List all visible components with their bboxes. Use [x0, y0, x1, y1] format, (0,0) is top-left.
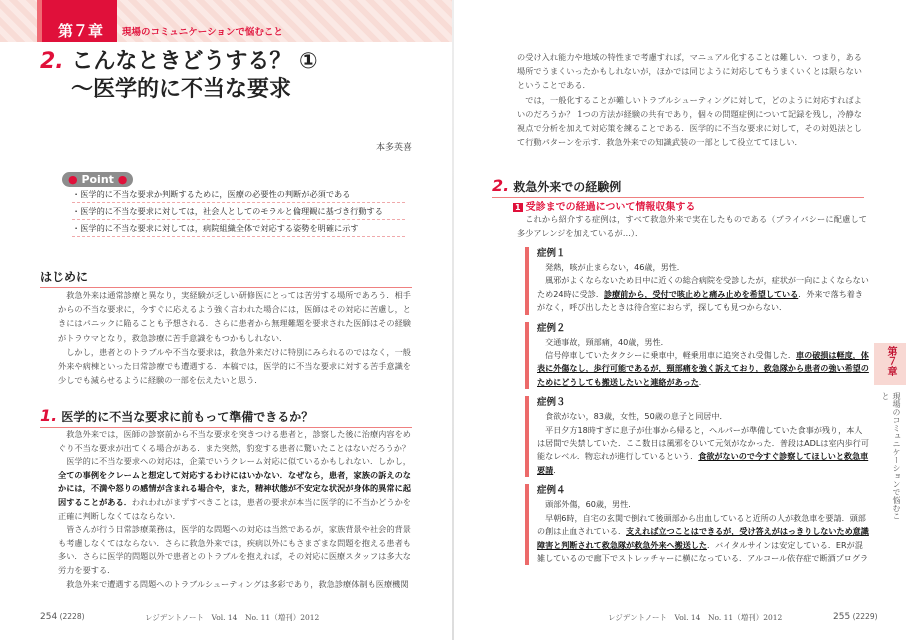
case-2 — [525, 322, 870, 390]
journal-footer-right: レジデントノート Vol. 14 No. 11（増刊）2012 — [608, 613, 783, 622]
case-list — [525, 247, 870, 592]
subsection-title: 受診までの経過について情報収集する — [525, 202, 696, 213]
paragraph: の受け入れ能力や地域の特性まで考慮すれば，マニュアル化することは難しい．つまり，ある場所でうまくいったかもしれないが，ほかでは同じように対応してもうまくいくとは限らないということである． — [517, 52, 862, 91]
point-item: ・医学的に不当な要求に対しては，社会人としてのモラルと倫理観に基づき行動する — [72, 203, 405, 220]
section1-heading — [40, 406, 412, 428]
section2-heading — [492, 176, 864, 198]
underlined-text: 診療前から，受付で咳止めと痛み止めを希望している — [603, 288, 799, 299]
right-top-body — [517, 50, 862, 149]
case-text: 風邪がよくならないため日中に近くの総合病院を受診したが，症状が一向によくならないため24時に受診．診療前から，受付で咳止めと痛み止めを希望している．外来で落ち着きがなく，呼び出したときは待合室におらず，探しても見つからない． — [537, 275, 869, 313]
paragraph: では，一般化することが難しいトラブルシューティングに対して，どのように対応すればよいのだろうか？ 1つの方法が経験の共有であり，個々の問題症例について記録を残し，冷静な視点で分析を加えて対応策を練ることである．医学的に不当な要求に対して，その対処法として行動パターンを示す．救急外来での知識武装の一部として役立ててほしい． — [517, 94, 862, 148]
point-badge: ● Point ● — [62, 172, 133, 187]
case-text: 早朝6時，自宅の玄関で倒れて後頭部から出血していると近所の人が救急車を要請．頭部の創は止血されている．支えれば立つことはできるが，受け答えがはっきりしないため意識障害と判断されて救急隊が救急外来へ搬送した．バイタルサインは安定している．ERが混雑しているので廊下でストレッチャーに横になっている．アルコール依存症で断酒プログラ — [537, 512, 869, 563]
intro-body — [58, 288, 411, 387]
text: われわれがまずすべきことは，患者の要求が本当に医学的に不当かどうかを正確に判断しなくてはならない． — [58, 496, 411, 521]
point-label: Point — [81, 173, 114, 186]
paragraph: これから紹介する症例は，すべて救急外来で実在したものである（プライバシーに配慮して多少アレンジを加えているが…）． — [517, 214, 867, 239]
point-item: ・医学的に不当な要求か判断するために，医療の必要性の判断が必須である — [72, 186, 405, 203]
section2-intro — [517, 212, 867, 240]
journal-footer-left: レジデントノート Vol. 14 No. 11（増刊）2012 — [145, 613, 320, 622]
case-summary: 発熱，咳が止まらない，46歳，男性． — [545, 262, 685, 272]
paragraph: 皆さんが行う日常診療業務は，医学的な問題への対応は当然であるが，家族背景や社会的背景も考慮しなくてはならない．さらに救急外来では，疾病以外にもさまざまな問題を抱える患者も多い．さらに医学的問題以外で患者とのトラブルを抱えれば，その対応に医療スタッフは多大な労力を要する． — [58, 524, 411, 575]
subsection-heading — [513, 198, 695, 213]
title-line1: こんなときどうする？ ① — [71, 49, 318, 74]
paragraph: 救急外来で遭遇する問題へのトラブルシューティングは多彩であり，救急診療体制も医療機関 — [66, 578, 409, 589]
case-title: 症例１ — [537, 248, 566, 259]
article-title — [40, 48, 318, 76]
case-title: 症例２ — [537, 322, 566, 334]
section1-body — [58, 428, 411, 591]
section-title: 医学的に不当な要求に前もって準備できるか？ — [61, 410, 314, 424]
section-number: 1. — [40, 406, 58, 425]
paragraph: 救急外来は通常診療と異なり，実経験が乏しい研修医にとっては苦労する場所であろう．相手からの不当な要求に，今すぐに応えるよう強く言われた場合には，医師はその対応に苦慮し，ときにはパニックに陥ることも予想される．さらに患者から無理難題を要求された医師はその経験がトラウマとなり，救急診療に苦手意識をもつかもしれない． — [58, 290, 411, 343]
section-title: 救急外来での経験例 — [513, 180, 622, 194]
intro-heading: はじめに — [40, 268, 412, 288]
case-text: 信号停車していたタクシーに乗車中，軽乗用車に追突され受傷した．車の破損は軽度，体表に外傷なし，歩行可能であるが，頸部痛を強く訴えており，救急隊から患者の強い希望のためにどうしても搬送したいと連絡があった． — [537, 350, 869, 387]
section-number: 2. — [492, 176, 510, 195]
title-line2: 〜医学的に不当な要求 — [71, 77, 292, 102]
page-gutter — [452, 0, 454, 640]
case-title: 症例４ — [537, 485, 566, 497]
case-3 — [525, 396, 870, 477]
chapter-side-tab: 第７章 — [874, 343, 906, 385]
point-item: ・医学的に不当な要求に対しては，病院組織全体で対応する姿勢を明確に示す — [72, 220, 405, 237]
paragraph — [58, 455, 411, 523]
underlined-text: 車の破損は軽度，体表に外傷なし，歩行可能であるが，頸部痛を強く訴えており，救急隊から患者の強い希望のためにどうしても搬送したいと連絡があった — [537, 350, 869, 387]
case-1 — [525, 247, 870, 315]
case-title: 症例３ — [537, 397, 566, 409]
bold-text: 全ての事例をクレームと想定して対応するわけにはいかない．なぜなら，患者，家族の訴えのなかには，不満や怒りの感情が含まれる場合や，また，精神状態が不安定な状況が身体的異常に起因することがある． — [58, 469, 411, 507]
side-tab-title: 現場のコミュニケーションで悩むこと — [881, 392, 901, 520]
title-number: 2. — [40, 49, 64, 74]
case-text: 平日夕方18時すぎに息子が仕事から帰ると，ヘルパーが準備していた食事が残り，本人は居間で失禁していた．ここ数日は風邪をひいて元気がなかった．普段はADLは室内歩行可能なレベル．物忘れが進行しているという．食欲がないので今すぐ診察してほしいと救急車要請． — [537, 424, 869, 475]
underlined-text: 支えれば立つことはできるが，受け答えがはっきりしないため意識障害と判断されて救急隊が救急外来へ搬送した — [537, 526, 869, 550]
paragraph: しかし，患者とのトラブルや不当な要求は，救急外来だけに特別にみられるのではなく，一般外来や病棟といった日常診療でも遭遇する．本稿では，医学的に不当な要求に対する苦手意識を少しでも減らせるように経験の一部を伝えたいと思う． — [58, 346, 411, 386]
case-summary: 交通事故，頸部痛，40歳，男性． — [545, 336, 669, 347]
case-4 — [525, 484, 870, 565]
page-number-right: 255 (2229) — [833, 612, 878, 622]
case-summary: 頭部外傷，60歳，男性． — [545, 499, 637, 510]
subsection-number: 1 — [515, 203, 521, 212]
chapter-title: 現場のコミュニケーションで悩むこと — [122, 27, 283, 38]
case-summary: 食欲がない，83歳，女性，50歳の息子と同居中． — [545, 411, 728, 422]
paragraph: 救急外来では，医師の診察前から不当な要求を突きつける患者と，診察した後に治療内容をめぐり不当な要求が出てくる場合がある．また突然，豹変する患者に驚いたことはないだろうか？ — [58, 429, 411, 453]
author: 本多英喜 — [375, 143, 412, 153]
underlined-text: 食欲がないので今すぐ診察してほしいと救急車要請 — [537, 451, 869, 475]
text: 医学的に不当な要求への対応は，企業でいうクレーム対応に似ているかもしれない．しかし， — [66, 456, 411, 467]
page-number-left: 254 (2228) — [40, 612, 85, 622]
chapter-label: 第７章 — [37, 0, 117, 42]
